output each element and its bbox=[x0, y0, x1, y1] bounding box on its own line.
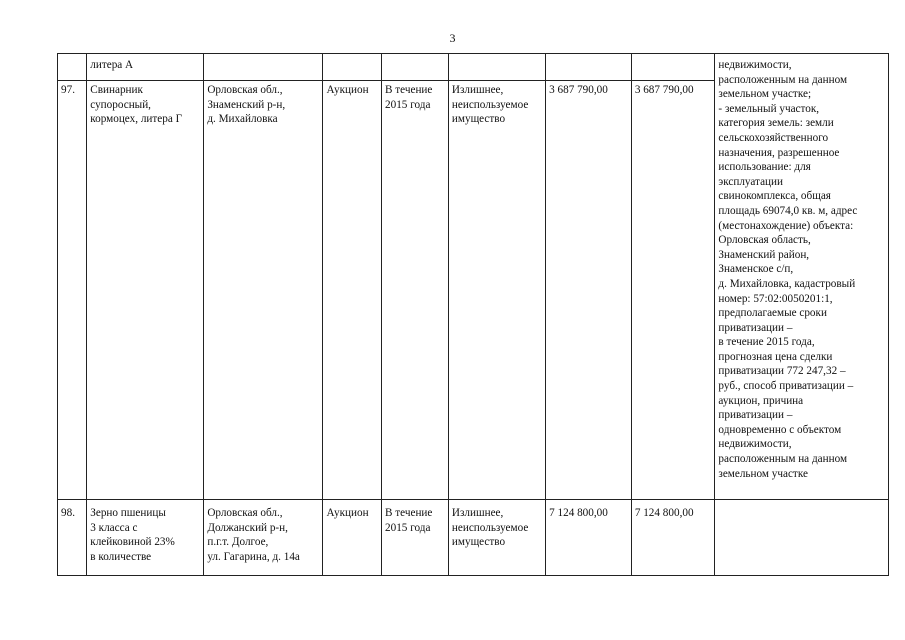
cell-price-2 bbox=[631, 54, 715, 81]
cell-price-2: 7 124 800,00 bbox=[631, 500, 715, 576]
cell-address bbox=[204, 54, 323, 81]
page-number: 3 bbox=[449, 31, 456, 45]
cell-address: Орловская обл., Знаменский р-н, д. Михайловка bbox=[204, 81, 323, 500]
note-continued-text: недвижимости, расположенным на данном земельном участке; bbox=[718, 59, 848, 101]
cell-reason: Излишнее, неиспользуемое имущество bbox=[448, 81, 545, 500]
cell-address: Орловская обл., Должанский р-н, п.г.т. Долгое, ул. Гагарина, д. 14а bbox=[204, 500, 323, 576]
cell-method: Аукцион bbox=[323, 81, 382, 500]
cell-num bbox=[58, 54, 87, 81]
cell-note bbox=[715, 500, 889, 576]
cell-term: В течение 2015 года bbox=[382, 500, 449, 576]
cell-method: Аукцион bbox=[323, 500, 382, 576]
table-row-98 bbox=[58, 500, 889, 576]
privatization-table bbox=[57, 53, 889, 576]
cell-term bbox=[382, 54, 449, 81]
cell-reason bbox=[448, 54, 545, 81]
note-land-plot-text: - земельный участок, категория земель: земли сельскохозяйственного назначения, разрешенное использование: для эксплуатации свинокомплекса, общая площадь 69074,0 кв. м, адрес (местонахождение) объекта: Орловская область, Знаменский район, Знаменское с/п, д. Михайловка, кадастровый номер: 57:02:0050201:1, предполагаемые сроки приватизации – в течение 2015 года, прогнозная цена сделки приватизации 772 247,32 – руб., способ приватизации – аукцион, причина приватизации – одновременно с объектом недвижимости, расположенным на данном земельном участке bbox=[718, 102, 858, 480]
cell-price-1 bbox=[546, 54, 632, 81]
cell-object-name: Свинарник супоросный, кормоцех, литера Г bbox=[87, 81, 204, 500]
cell-price-1: 3 687 790,00 bbox=[546, 81, 632, 500]
cell-num: 97. bbox=[58, 81, 87, 500]
cell-method bbox=[323, 54, 382, 81]
cell-price-2: 3 687 790,00 bbox=[631, 81, 715, 500]
cell-object-name: Зерно пшеницы 3 класса с клейковиной 23% в количестве bbox=[87, 500, 204, 576]
cell-reason: Излишнее, неиспользуемое имущество bbox=[448, 500, 545, 576]
table-row-continuation bbox=[58, 54, 889, 81]
cell-object-name: литера А bbox=[87, 54, 204, 81]
cell-term: В течение 2015 года bbox=[382, 81, 449, 500]
cell-num: 98. bbox=[58, 500, 87, 576]
cell-note-continued bbox=[715, 54, 889, 500]
cell-price-1: 7 124 800,00 bbox=[546, 500, 632, 576]
